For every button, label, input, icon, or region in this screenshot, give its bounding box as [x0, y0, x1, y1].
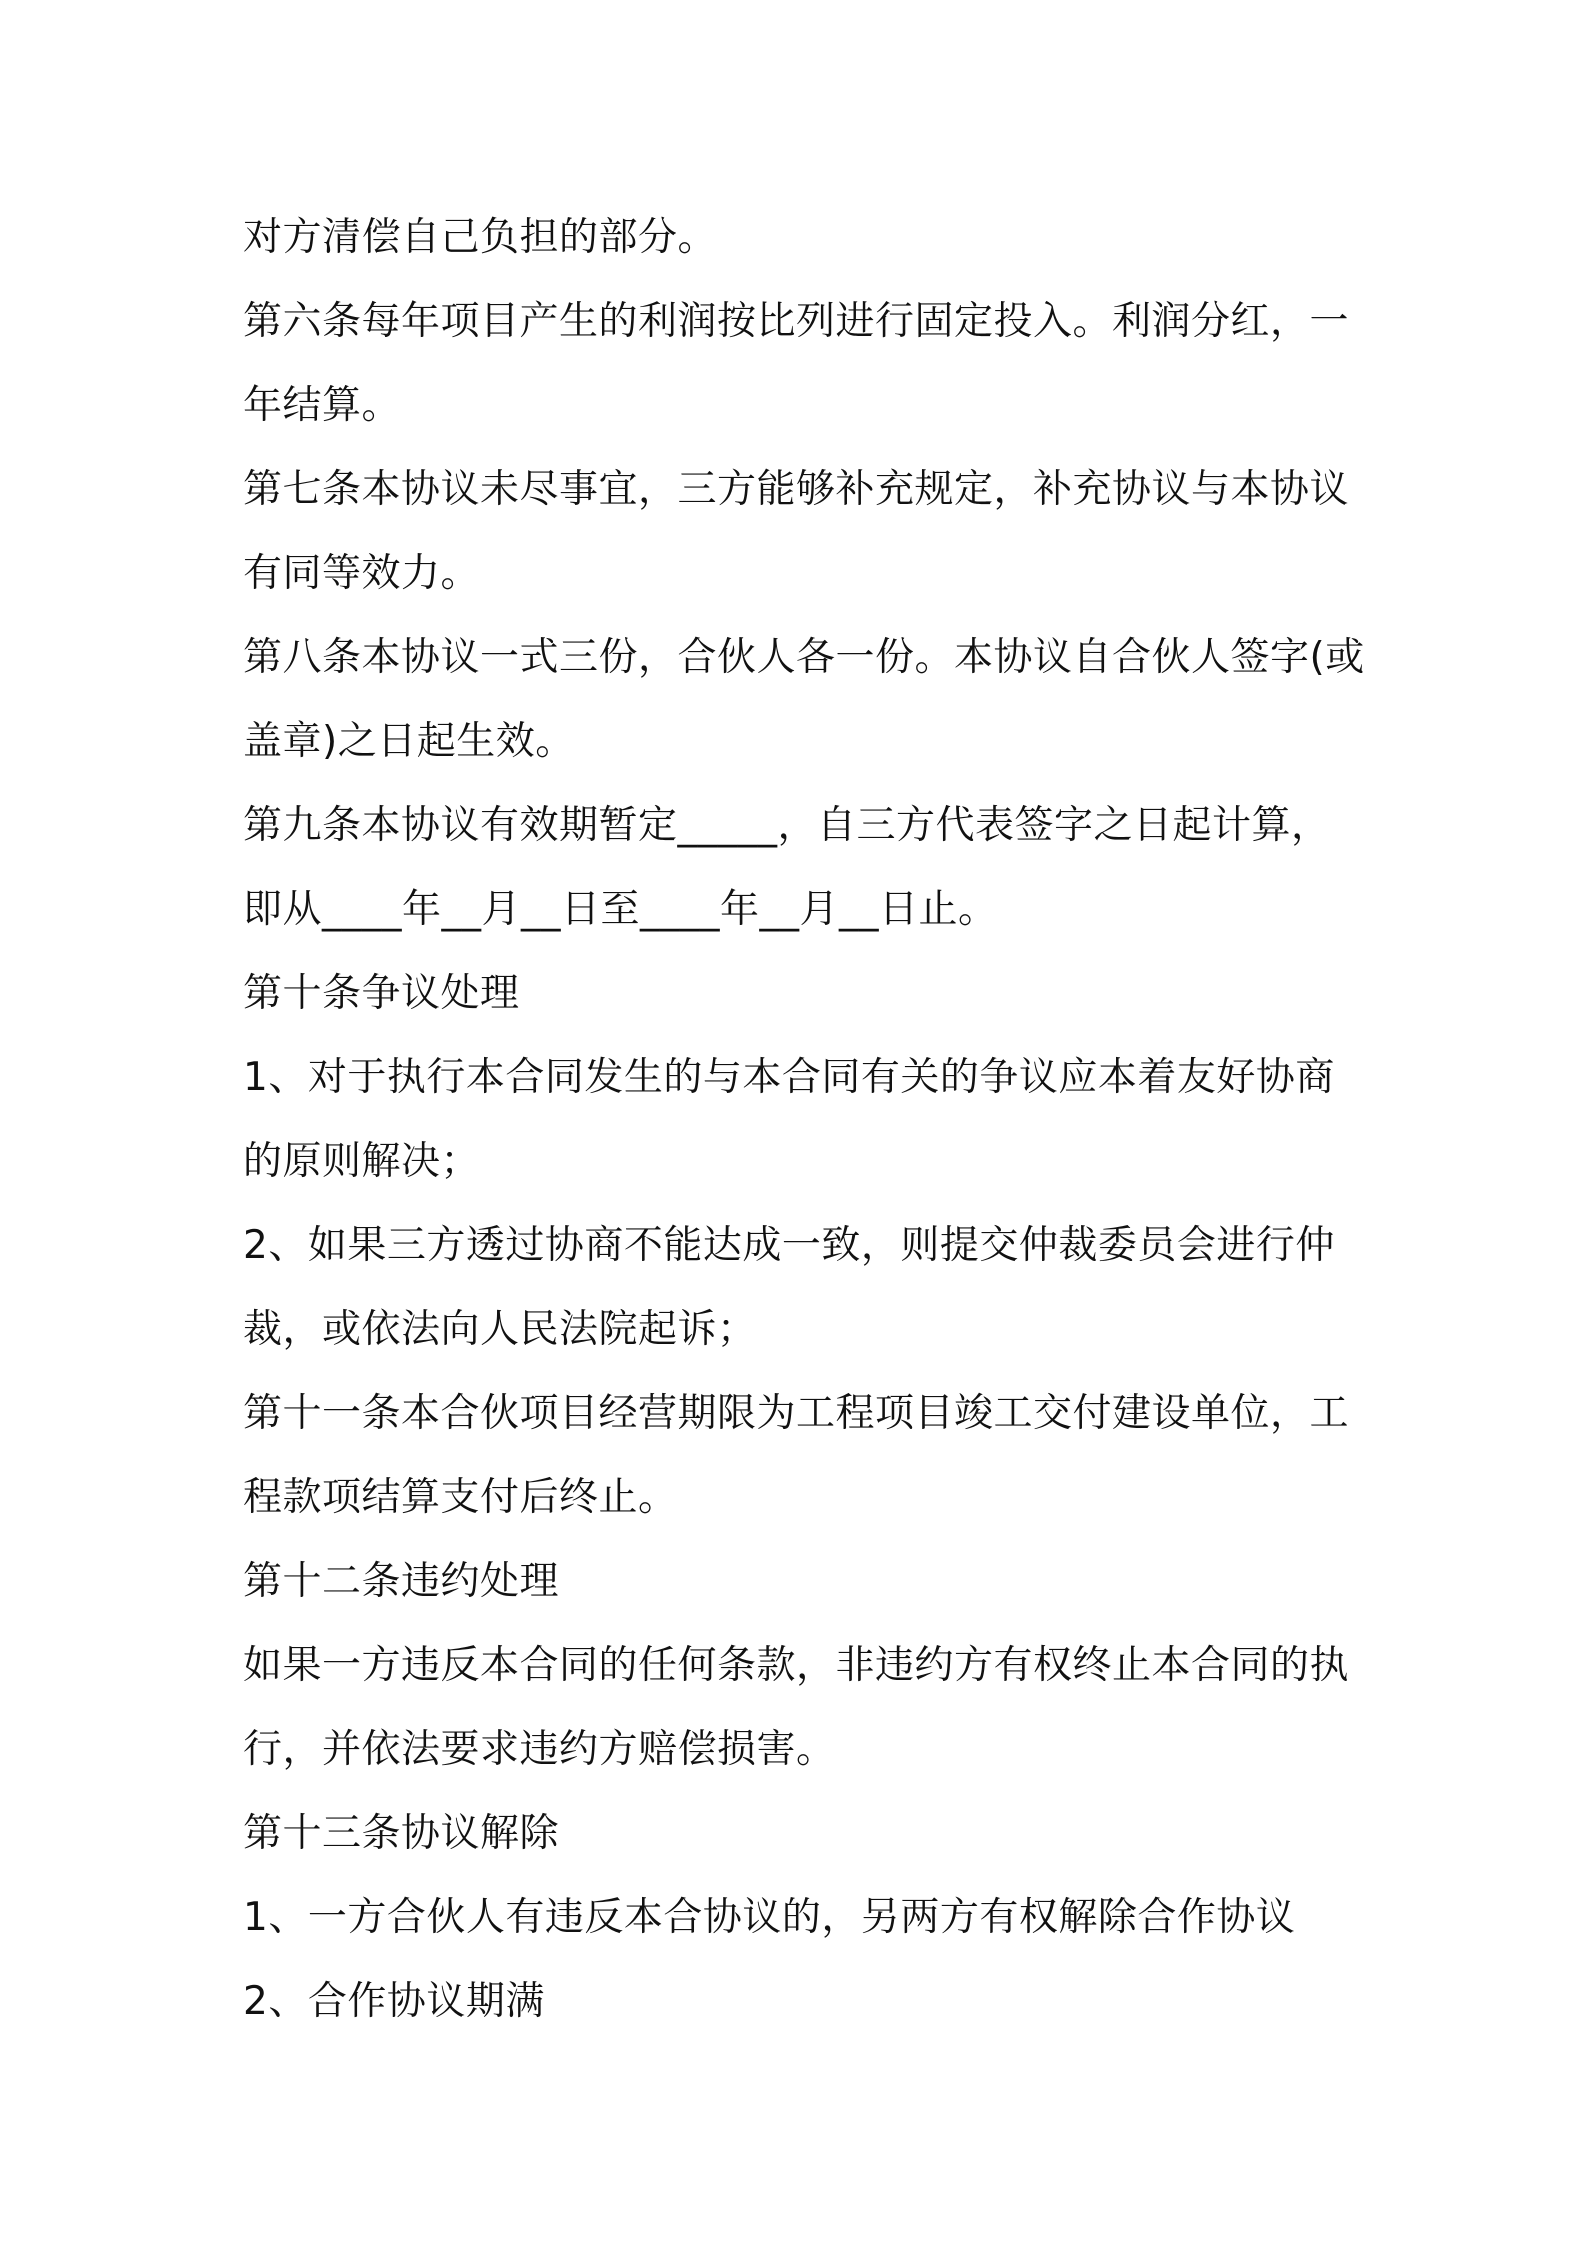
- text-line: 第七条本协议未尽事宜，三方能够补充规定，补充协议与本协议: [243, 467, 1350, 512]
- text-line: 即从____年__月__日至____年__月__日止。: [243, 887, 998, 932]
- text-line: 第六条每年项目产生的利润按比列进行固定投入。利润分红，一: [243, 299, 1350, 344]
- section-heading: 第十三条协议解除: [243, 1811, 560, 1856]
- text-line: 第九条本协议有效期暂定_____，自三方代表签字之日起计算，: [243, 803, 1331, 848]
- section-heading: 第十条争议处理: [243, 971, 520, 1016]
- text-line: 盖章)之日起生效。: [243, 719, 575, 764]
- text-line: 2、如果三方透过协商不能达成一致，则提交仲裁委员会进行仲: [243, 1223, 1335, 1268]
- section-heading: 第十二条违约处理: [243, 1559, 560, 1604]
- text-line: 程款项结算支付后终止。: [243, 1475, 678, 1520]
- text-line: 第八条本协议一式三份，合伙人各一份。本协议自合伙人签字(或: [243, 635, 1365, 680]
- text-line: 1、一方合伙人有违反本合协议的，另两方有权解除合作协议: [243, 1895, 1296, 1940]
- text-line: 裁，或依法向人民法院起诉；: [243, 1307, 757, 1352]
- text-line: 有同等效力。: [243, 551, 481, 596]
- document-body: [243, 196, 1363, 2044]
- text-line: 如果一方违反本合同的任何条款，非违约方有权终止本合同的执: [243, 1643, 1350, 1688]
- text-line: 第十一条本合伙项目经营期限为工程项目竣工交付建设单位，工: [243, 1391, 1350, 1436]
- text-line: 1、对于执行本合同发生的与本合同有关的争议应本着友好协商: [243, 1055, 1335, 1100]
- text-line: 年结算。: [243, 383, 402, 428]
- text-line: 2、合作协议期满: [243, 1979, 545, 2024]
- text-line: 的原则解决；: [243, 1139, 481, 1184]
- text-line: 对方清偿自己负担的部分。: [243, 215, 718, 260]
- text-line: 行，并依法要求违约方赔偿损害。: [243, 1727, 836, 1772]
